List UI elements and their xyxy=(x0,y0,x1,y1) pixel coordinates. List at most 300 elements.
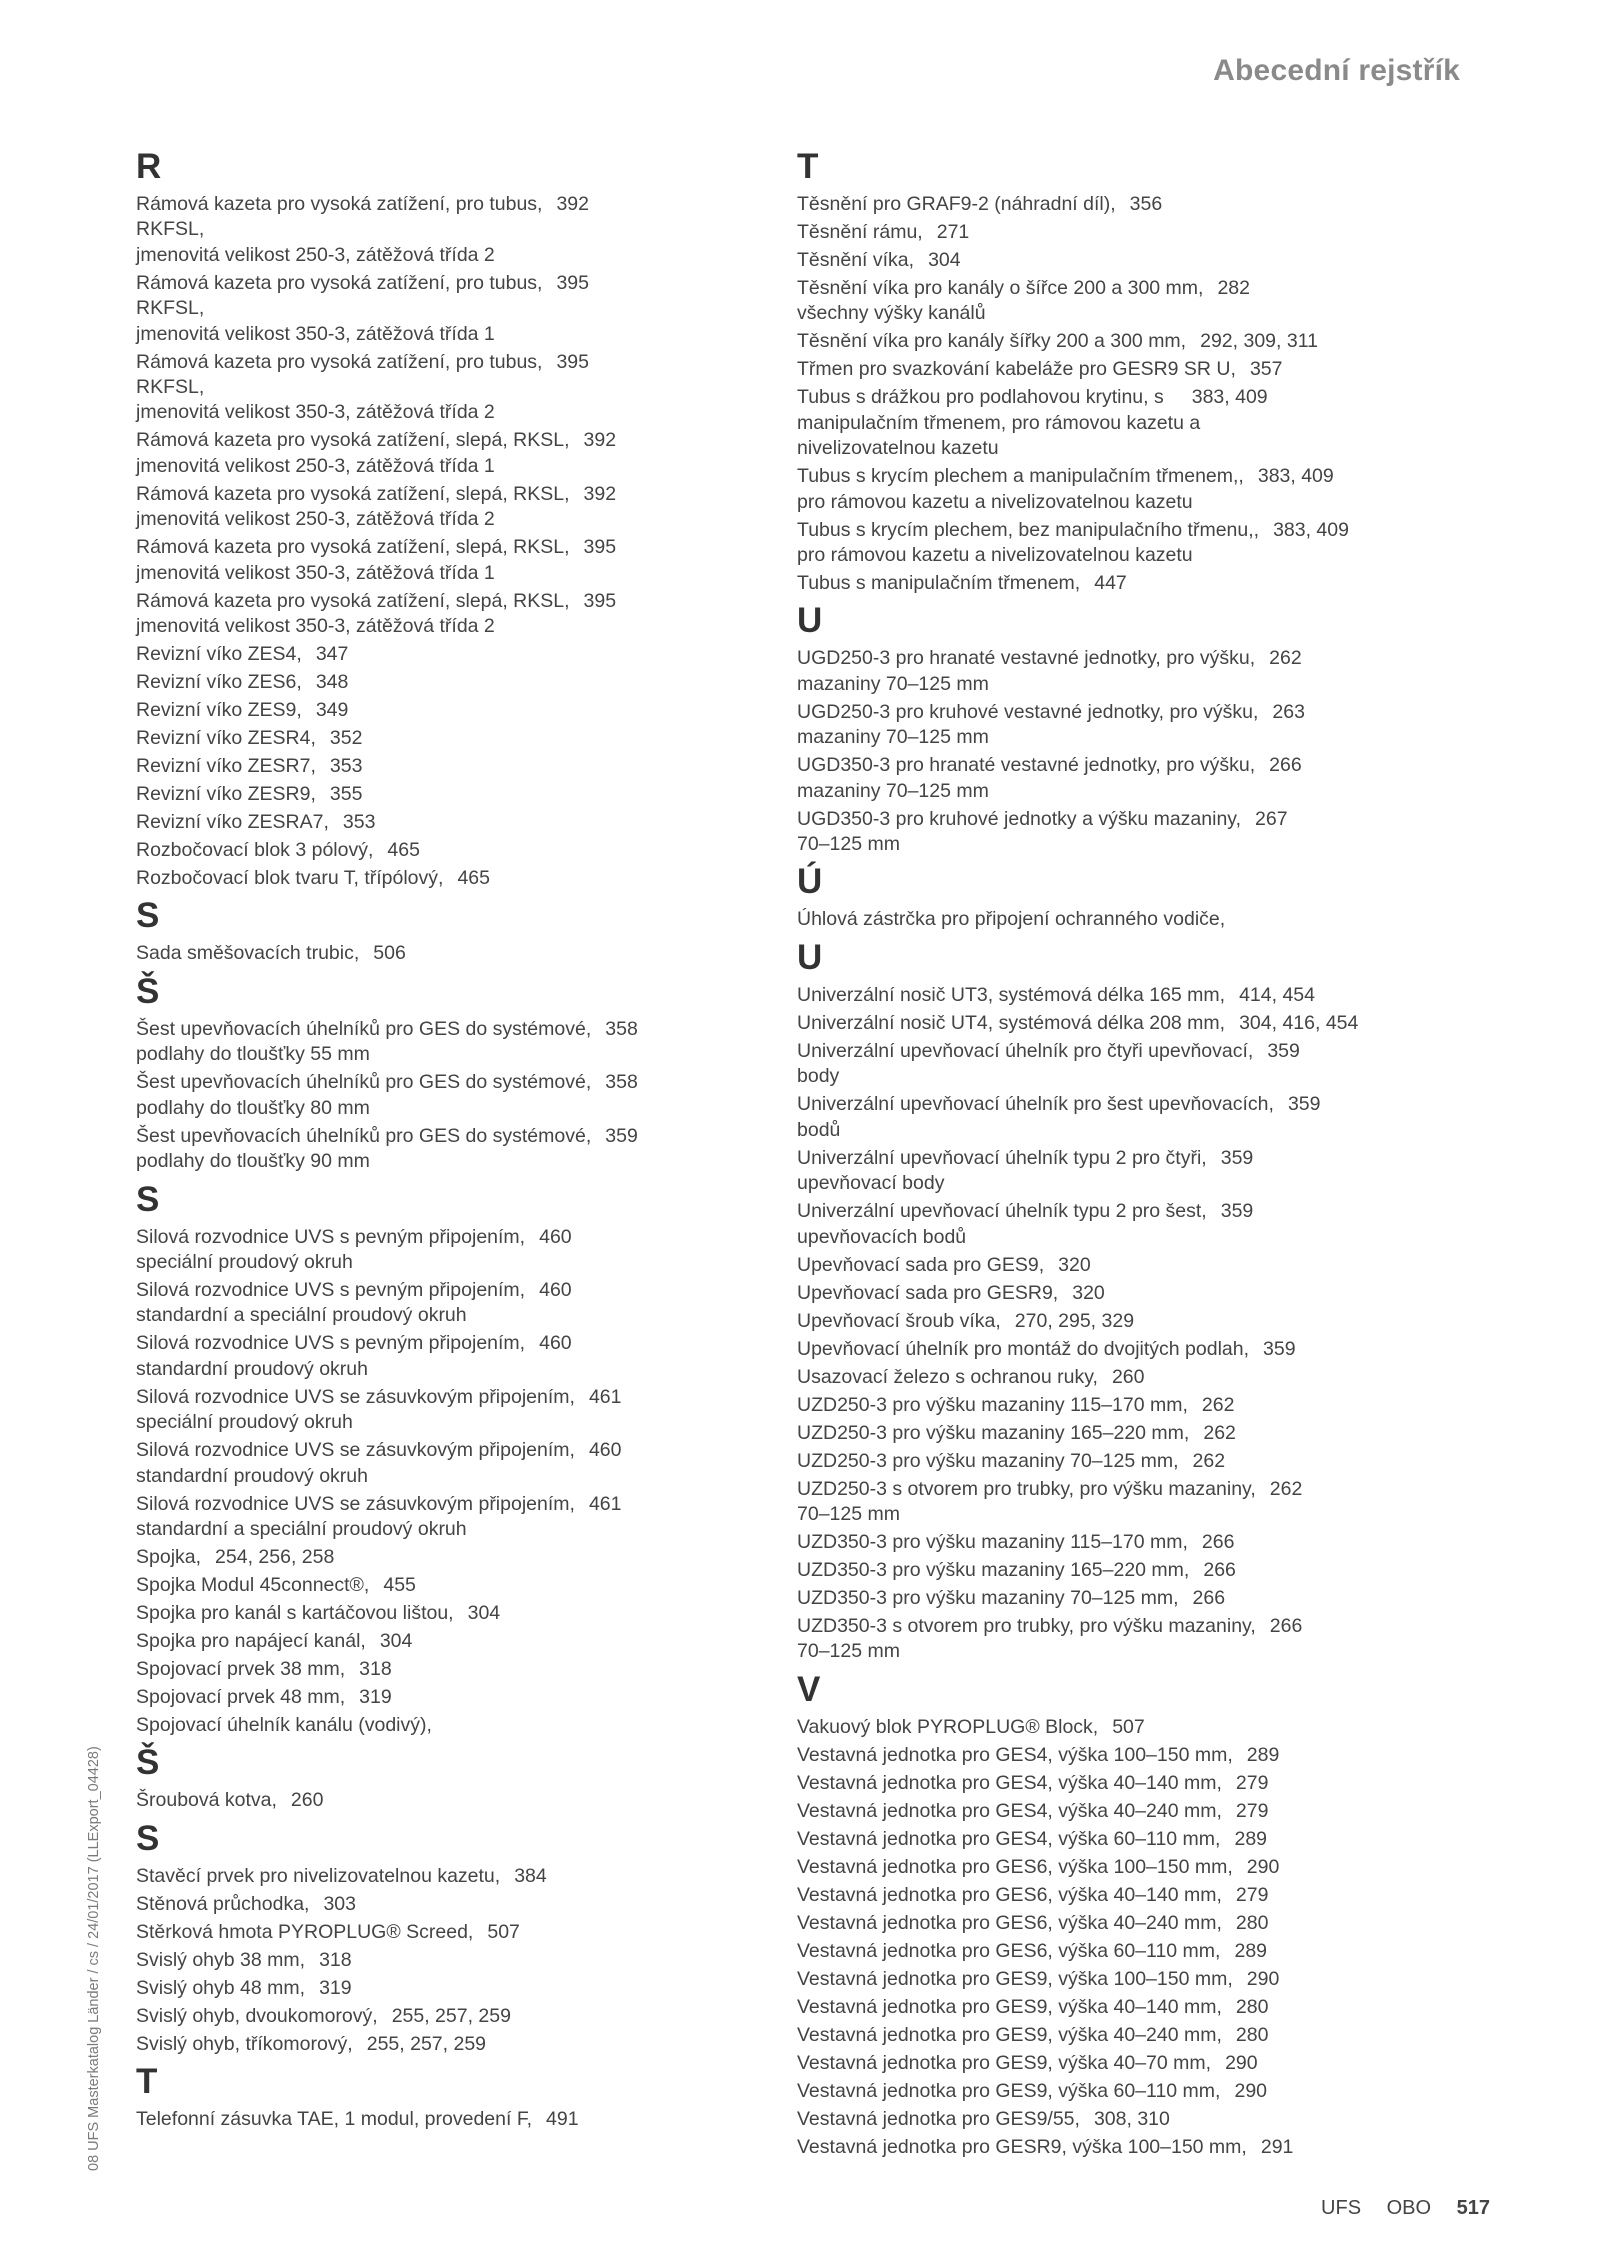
entry-pages: 289 xyxy=(1234,1939,1268,1962)
entry-text: Spojka, xyxy=(136,1545,202,1568)
section-letter: V xyxy=(797,1669,821,1709)
entry-text: Telefonní zásuvka TAE, 1 modul, provedení F, xyxy=(136,2108,532,2131)
entry-continuation: podlahy do tloušťky 80 mm xyxy=(136,1096,370,1119)
entry-text: Revizní víko ZESR9, xyxy=(136,783,316,806)
page-title: Abecední rejstřík xyxy=(1213,54,1460,87)
entry-text: Vestavná jednotka pro GES9, výška 40–140 mm, xyxy=(797,1995,1222,2018)
index-entry xyxy=(136,1017,776,1068)
entry-text: Univerzální nosič UT4, systémová délka 208 mm, xyxy=(797,1011,1226,1034)
page-number: 517 xyxy=(1456,2197,1490,2219)
entry-pages: 271 xyxy=(936,221,970,243)
entry-text: Spojovací prvek 48 mm, xyxy=(136,1685,346,1708)
entry-pages: 319 xyxy=(319,1976,352,1999)
entry-text: Stěrková hmota PYROPLUG® Screed, xyxy=(136,1920,474,1943)
index-entry xyxy=(797,518,1437,569)
entry-pages: 383, 409 xyxy=(1191,386,1268,409)
entry-continuation: standardní a speciální proudový okruh xyxy=(136,1304,467,1327)
index-entry xyxy=(136,1657,776,1682)
entry-text: Revizní víko ZESRA7, xyxy=(136,811,329,834)
entry-text: Silová rozvodnice UVS s pevným připojením, xyxy=(136,1332,526,1355)
entry-text: Šest upevňovacích úhelníků pro GES do systémové, xyxy=(136,1017,592,1040)
index-section xyxy=(797,939,1437,1665)
index-entry xyxy=(797,385,1437,461)
entry-pages: 270, 295, 329 xyxy=(1014,1309,1135,1332)
entry-text: Tubus s manipulačním třmenem, xyxy=(797,572,1081,595)
entry-text: Rámová kazeta pro vysoká zatížení, slepá, RKSL, xyxy=(136,589,570,612)
entry-pages: 280 xyxy=(1235,2023,1269,2046)
entry-text: Spojka pro napájecí kanál, xyxy=(136,1629,366,1652)
entry-continuation: manipulačním třmenem, pro rámovou kazetu a nivelizovatelnou kazetu xyxy=(797,411,1201,460)
entry-text: Usazovací železo s ochranou ruky, xyxy=(797,1365,1098,1388)
entry-text: Rámová kazeta pro vysoká zatížení, slepá, RKSL, xyxy=(136,536,570,559)
index-section xyxy=(136,1181,776,1739)
entry-pages: 262 xyxy=(1203,1421,1236,1444)
entry-continuation: speciální proudový okruh xyxy=(136,1411,353,1434)
entry-pages: 304 xyxy=(467,1601,501,1624)
entry-pages: 356 xyxy=(1129,193,1163,215)
index-section xyxy=(797,863,1437,932)
index-entry xyxy=(797,192,1437,217)
index-entry xyxy=(136,726,776,751)
index-entry xyxy=(797,276,1437,327)
index-entry xyxy=(797,2023,1437,2048)
index-entry xyxy=(136,1573,776,1598)
entry-pages: 262 xyxy=(1269,647,1302,670)
entry-continuation: pro rámovou kazetu a nivelizovatelnou kazetu xyxy=(797,490,1193,513)
index-entry xyxy=(797,571,1437,596)
entry-pages: 395 xyxy=(583,536,617,559)
index-section xyxy=(136,973,776,1175)
section-letter: S xyxy=(136,896,160,936)
entry-continuation: mazaniny 70–125 mm xyxy=(797,726,989,749)
entry-pages: 308, 310 xyxy=(1093,2107,1170,2130)
index-entry xyxy=(797,248,1437,273)
entry-continuation: upevňovací body xyxy=(797,1172,945,1195)
entry-text: Rámová kazeta pro vysoká zatížení, pro tubus, xyxy=(136,193,543,215)
entry-pages: 318 xyxy=(319,1948,352,1971)
entry-pages: 279 xyxy=(1235,1883,1269,1906)
entry-continuation: bodů xyxy=(797,1118,841,1141)
entry-pages: 266 xyxy=(1192,1586,1226,1609)
entry-pages: 358 xyxy=(605,1017,638,1040)
index-entry xyxy=(136,535,776,586)
entry-text: Sada směšovacích trubic, xyxy=(136,942,360,965)
entry-pages: 304, 416, 454 xyxy=(1239,1011,1359,1034)
entry-text: Rámová kazeta pro vysoká zatížení, slepá, RKSL, xyxy=(136,482,570,505)
index-entry xyxy=(136,1124,776,1175)
index-entry xyxy=(136,271,776,347)
entry-pages: 460 xyxy=(539,1225,572,1248)
entry-text: Rámová kazeta pro vysoká zatížení, slepá, RKSL, xyxy=(136,429,570,452)
index-entry xyxy=(136,670,776,695)
entry-text: Vakuový blok PYROPLUG® Block, xyxy=(797,1715,1099,1738)
entry-text: Těsnění pro GRAF9-2 (náhradní díl), xyxy=(797,193,1116,215)
index-entry xyxy=(136,1601,776,1626)
entry-text: Univerzální upevňovací úhelník pro šest upevňovacích, xyxy=(797,1093,1274,1116)
entry-continuation: RKFSL, jmenovitá velikost 350-3, zátěžová třída 1 xyxy=(136,297,495,345)
entry-text: Revizní víko ZES4, xyxy=(136,643,302,666)
entry-pages: 507 xyxy=(1112,1715,1145,1738)
entry-text: Šest upevňovacích úhelníků pro GES do systémové, xyxy=(136,1124,592,1147)
index-entry xyxy=(136,941,776,966)
entry-text: Revizní víko ZESR4, xyxy=(136,727,316,750)
index-section xyxy=(136,1744,776,1813)
entry-continuation: mazaniny 70–125 mm xyxy=(797,779,989,802)
entry-text: Těsnění víka, xyxy=(797,249,915,271)
index-entry xyxy=(797,1715,1437,1740)
index-entry xyxy=(136,1920,776,1945)
entry-text: Vestavná jednotka pro GESR9, výška 100–150 mm, xyxy=(797,2135,1247,2158)
entry-text: Šroubová kotva, xyxy=(136,1789,277,1812)
entry-continuation: podlahy do tloušťky 55 mm xyxy=(136,1043,370,1066)
index-entry xyxy=(797,1530,1437,1555)
entry-pages: 392 xyxy=(556,193,589,215)
index-entry xyxy=(136,1070,776,1121)
entry-text: Vestavná jednotka pro GES9, výška 100–150 mm, xyxy=(797,1967,1233,1990)
entry-pages: 266 xyxy=(1269,754,1302,777)
index-entry xyxy=(797,1614,1437,1665)
entry-text: Tubus s krycím plechem, bez manipulačního třmenu,, xyxy=(797,518,1260,541)
entry-text: Těsnění víka pro kanály šířky 200 a 300 mm, xyxy=(797,330,1187,353)
index-entry xyxy=(797,1911,1437,1936)
section-letter: T xyxy=(136,2062,158,2102)
index-entry xyxy=(797,2135,1437,2160)
entry-text: Vestavná jednotka pro GES6, výška 40–140 mm, xyxy=(797,1883,1222,1906)
entry-text: Spojovací úhelník kanálu (vodivý), xyxy=(136,1713,432,1736)
entry-continuation: standardní proudový okruh xyxy=(136,1357,368,1380)
index-entry xyxy=(136,782,776,807)
index-entry xyxy=(136,1892,776,1917)
entry-text: Vestavná jednotka pro GES9, výška 40–240 mm, xyxy=(797,2023,1222,2046)
entry-text: Spojovací prvek 38 mm, xyxy=(136,1657,346,1680)
entry-pages: 349 xyxy=(315,699,349,722)
index-entry xyxy=(797,2107,1437,2132)
entry-pages: 506 xyxy=(373,942,406,965)
index-entry xyxy=(797,1309,1437,1334)
entry-pages: 289 xyxy=(1246,1743,1280,1766)
entry-pages: 319 xyxy=(359,1685,392,1708)
entry-text: Těsnění víka pro kanály o šířce 200 a 300 mm, xyxy=(797,277,1204,299)
index-entry xyxy=(797,2051,1437,2076)
index-column-left xyxy=(136,148,776,2135)
entry-continuation: RKFSL, jmenovitá velikost 350-3, zátěžová třída 2 xyxy=(136,376,495,424)
index-entry xyxy=(797,1477,1437,1528)
entry-text: Vestavná jednotka pro GES4, výška 60–110 mm, xyxy=(797,1827,1221,1850)
index-entry xyxy=(136,350,776,426)
index-entry xyxy=(136,1788,776,1813)
page-footer xyxy=(1321,2197,1490,2220)
index-entry xyxy=(797,464,1437,515)
section-letter: U xyxy=(797,601,823,641)
section-letter: S xyxy=(136,1818,160,1858)
index-section xyxy=(136,148,776,891)
index-entry xyxy=(797,1393,1437,1418)
entry-pages: 460 xyxy=(588,1439,622,1462)
index-entry xyxy=(136,1864,776,1889)
index-entry xyxy=(136,1713,776,1738)
entry-text: UGD350-3 pro kruhové jednotky a výšku mazaniny, xyxy=(797,807,1242,830)
entry-pages: 303 xyxy=(323,1892,356,1915)
entry-continuation: standardní proudový okruh xyxy=(136,1464,368,1487)
entry-continuation: 70–125 mm xyxy=(797,1502,900,1525)
entry-text: UZD250-3 pro výšku mazaniny 165–220 mm, xyxy=(797,1421,1190,1444)
catalog-side-note: 08 UFS Masterkatalog Länder / cs / 24/01/2017 (LLExport_04428) xyxy=(86,1746,102,2171)
entry-text: Vestavná jednotka pro GES4, výška 40–140 mm, xyxy=(797,1771,1222,1794)
entry-text: UZD350-3 s otvorem pro trubky, pro výšku mazaniny, xyxy=(797,1614,1256,1637)
entry-pages: 353 xyxy=(329,755,363,778)
entry-text: Svislý ohyb, tříkomorový, xyxy=(136,2032,353,2055)
entry-pages: 279 xyxy=(1235,1771,1269,1794)
entry-continuation: mazaniny 70–125 mm xyxy=(797,672,989,695)
entry-text: Silová rozvodnice UVS se zásuvkovým připojením, xyxy=(136,1439,575,1462)
entry-pages: 282 xyxy=(1217,277,1250,299)
index-entry xyxy=(136,1225,776,1276)
entry-pages: 357 xyxy=(1249,358,1283,381)
entry-text: UGD350-3 pro hranaté vestavné jednotky, pro výšku, xyxy=(797,754,1256,777)
entry-text: Vestavná jednotka pro GES9, výška 60–110 mm, xyxy=(797,2079,1221,2102)
index-column-right xyxy=(797,148,1437,2163)
entry-continuation: jmenovitá velikost 350-3, zátěžová třída 2 xyxy=(136,615,495,638)
entry-text: Silová rozvodnice UVS se zásuvkovým připojením, xyxy=(136,1385,575,1408)
section-letter: U xyxy=(797,937,823,977)
entry-text: Rámová kazeta pro vysoká zatížení, pro tubus, xyxy=(136,271,543,294)
entry-text: Vestavná jednotka pro GES6, výška 40–240 mm, xyxy=(797,1911,1222,1934)
entry-text: UGD250-3 pro kruhové vestavné jednotky, pro výšku, xyxy=(797,700,1259,723)
entry-pages: 320 xyxy=(1072,1281,1105,1304)
entry-pages: 291 xyxy=(1260,2135,1294,2158)
entry-text: Upevňovací šroub víka, xyxy=(797,1309,1001,1332)
entry-text: Stěnová průchodka, xyxy=(136,1892,310,1915)
entry-text: Univerzální upevňovací úhelník typu 2 pro šest, xyxy=(797,1200,1207,1223)
index-entry xyxy=(797,1967,1437,1992)
entry-pages: 352 xyxy=(329,727,363,750)
entry-text: Revizní víko ZES9, xyxy=(136,699,302,722)
entry-text: Tubus s krycím plechem a manipulačním třmenem,, xyxy=(797,465,1244,488)
index-entry xyxy=(797,1421,1437,1446)
entry-text: Svislý ohyb 38 mm, xyxy=(136,1948,306,1971)
entry-text: Třmen pro svazkování kabeláže pro GESR9 SR U, xyxy=(797,358,1236,381)
index-entry xyxy=(797,1883,1437,1908)
entry-pages: 461 xyxy=(588,1385,622,1408)
entry-text: Vestavná jednotka pro GES4, výška 100–150 mm, xyxy=(797,1743,1233,1766)
index-entry xyxy=(797,1281,1437,1306)
entry-pages: 304 xyxy=(379,1629,413,1652)
index-entry xyxy=(797,1146,1437,1197)
entry-pages: 447 xyxy=(1094,572,1127,595)
index-entry xyxy=(136,810,776,835)
index-section xyxy=(797,1671,1437,2160)
entry-text: UZD250-3 pro výšku mazaniny 115–170 mm, xyxy=(797,1393,1188,1416)
entry-pages: 358 xyxy=(605,1071,638,1094)
entry-continuation: body xyxy=(797,1065,840,1088)
entry-continuation: jmenovitá velikost 350-3, zátěžová třída 1 xyxy=(136,561,495,584)
entry-text: Univerzální upevňovací úhelník pro čtyři upevňovací, xyxy=(797,1039,1254,1062)
entry-text: Stavěcí prvek pro nivelizovatelnou kazetu, xyxy=(136,1864,501,1887)
entry-pages: 348 xyxy=(315,671,349,694)
entry-pages: 290 xyxy=(1225,2051,1258,2074)
index-entry xyxy=(136,838,776,863)
index-section xyxy=(797,148,1437,596)
index-entry xyxy=(136,1438,776,1489)
entry-text: UZD350-3 pro výšku mazaniny 115–170 mm, xyxy=(797,1530,1188,1553)
index-entry xyxy=(797,1199,1437,1250)
index-entry xyxy=(136,2032,776,2057)
entry-pages: 392 xyxy=(583,482,617,505)
entry-pages: 455 xyxy=(383,1573,416,1596)
index-entry xyxy=(797,1039,1437,1090)
index-entry xyxy=(797,1939,1437,1964)
index-entry xyxy=(797,1253,1437,1278)
entry-pages: 304 xyxy=(928,249,961,271)
entry-pages: 414, 454 xyxy=(1239,983,1315,1006)
entry-pages: 266 xyxy=(1203,1558,1236,1581)
entry-text: Tubus s drážkou pro podlahovou krytinu, s xyxy=(797,386,1164,409)
index-entry xyxy=(797,1995,1437,2020)
index-entry xyxy=(136,1278,776,1329)
entry-pages: 320 xyxy=(1058,1253,1091,1276)
entry-text: Svislý ohyb, dvoukomorový, xyxy=(136,2004,378,2027)
entry-continuation: standardní a speciální proudový okruh xyxy=(136,1517,467,1540)
entry-continuation: pro rámovou kazetu a nivelizovatelnou kazetu xyxy=(797,544,1193,567)
index-entry xyxy=(797,1827,1437,1852)
entry-pages: 290 xyxy=(1246,1967,1280,1990)
index-entry xyxy=(136,2107,776,2132)
entry-pages: 254, 256, 258 xyxy=(215,1545,335,1568)
entry-pages: 461 xyxy=(588,1492,622,1515)
entry-text: Rámová kazeta pro vysoká zatížení, pro tubus, xyxy=(136,350,543,373)
index-entry xyxy=(136,866,776,891)
section-letter: R xyxy=(136,147,162,186)
entry-text: Rozbočovací blok tvaru T, třípólový, xyxy=(136,867,444,890)
index-entry xyxy=(797,1337,1437,1362)
entry-pages: 347 xyxy=(315,643,349,666)
index-entry xyxy=(797,1558,1437,1583)
entry-text: UZD250-3 s otvorem pro trubky, pro výšku mazaniny, xyxy=(797,1477,1256,1500)
entry-pages: 262 xyxy=(1192,1449,1226,1472)
index-entry xyxy=(136,698,776,723)
entry-text: UGD250-3 pro hranaté vestavné jednotky, pro výšku, xyxy=(797,647,1256,670)
index-entry xyxy=(136,1545,776,1570)
entry-pages: 491 xyxy=(546,2108,579,2131)
entry-pages: 260 xyxy=(1111,1365,1145,1388)
entry-text: Upevňovací sada pro GESR9, xyxy=(797,1281,1059,1304)
entry-text: Spojka Modul 45connect®, xyxy=(136,1573,370,1596)
index-entry xyxy=(797,1092,1437,1143)
index-entry xyxy=(136,589,776,640)
section-letter: Š xyxy=(136,971,160,1011)
entry-pages: 255, 257, 259 xyxy=(391,2004,511,2027)
index-section xyxy=(136,897,776,966)
entry-pages: 262 xyxy=(1269,1477,1303,1500)
entry-pages: 359 xyxy=(1287,1093,1321,1116)
section-letter: Š xyxy=(136,1743,160,1783)
entry-continuation: RKFSL, jmenovitá velikost 250-3, zátěžová třída 2 xyxy=(136,218,495,266)
entry-continuation: jmenovitá velikost 250-3, zátěžová třída 2 xyxy=(136,508,495,531)
entry-pages: 395 xyxy=(583,589,617,612)
entry-pages: 262 xyxy=(1201,1393,1235,1416)
index-entry xyxy=(136,1976,776,2001)
section-letter: T xyxy=(797,147,819,186)
index-entry xyxy=(136,428,776,479)
entry-continuation: 70–125 mm xyxy=(797,1640,900,1663)
index-entry xyxy=(797,907,1437,932)
entry-text: Silová rozvodnice UVS se zásuvkovým připojením, xyxy=(136,1492,575,1515)
entry-continuation: speciální proudový okruh xyxy=(136,1250,353,1273)
entry-pages: 260 xyxy=(290,1789,324,1812)
entry-pages: 359 xyxy=(1220,1146,1254,1169)
index-entry xyxy=(797,1771,1437,1796)
index-entry xyxy=(136,1492,776,1543)
footer-brand-obo: OBO xyxy=(1386,2197,1432,2219)
index-entry xyxy=(797,1365,1437,1390)
entry-continuation: všechny výšky kanálů xyxy=(797,302,986,325)
entry-pages: 359 xyxy=(1267,1039,1300,1062)
entry-continuation: jmenovitá velikost 250-3, zátěžová třída 1 xyxy=(136,454,495,477)
entry-pages: 359 xyxy=(1220,1200,1254,1223)
entry-text: Revizní víko ZESR7, xyxy=(136,755,316,778)
index-entry xyxy=(797,646,1437,697)
entry-pages: 263 xyxy=(1272,700,1305,723)
entry-text: Vestavná jednotka pro GES4, výška 40–240 mm, xyxy=(797,1799,1222,1822)
entry-text: Vestavná jednotka pro GES9/55, xyxy=(797,2107,1080,2130)
section-letter: Ú xyxy=(797,862,823,902)
entry-text: Univerzální nosič UT3, systémová délka 165 mm, xyxy=(797,983,1226,1006)
entry-pages: 359 xyxy=(605,1124,638,1147)
entry-pages: 290 xyxy=(1234,2079,1268,2102)
entry-pages: 280 xyxy=(1235,1995,1269,2018)
index-section xyxy=(136,2063,776,2132)
entry-pages: 395 xyxy=(556,271,589,294)
index-entry xyxy=(136,2004,776,2029)
entry-pages: 460 xyxy=(539,1332,572,1355)
entry-pages: 392 xyxy=(583,429,617,452)
index-entry xyxy=(797,1743,1437,1768)
index-entry xyxy=(797,220,1437,245)
entry-text: Revizní víko ZES6, xyxy=(136,671,302,694)
entry-text: Svislý ohyb 48 mm, xyxy=(136,1976,306,1999)
entry-pages: 384 xyxy=(514,1864,547,1887)
entry-text: Spojka pro kanál s kartáčovou lištou, xyxy=(136,1601,454,1624)
index-entry xyxy=(136,192,776,268)
entry-pages: 255, 257, 259 xyxy=(366,2032,487,2055)
entry-text: Rozbočovací blok 3 pólový, xyxy=(136,839,374,862)
entry-text: Vestavná jednotka pro GES6, výška 100–150 mm, xyxy=(797,1855,1233,1878)
entry-pages: 465 xyxy=(457,867,490,890)
index-entry xyxy=(797,1586,1437,1611)
index-entry xyxy=(136,482,776,533)
index-entry xyxy=(136,642,776,667)
index-entry xyxy=(797,1011,1437,1036)
entry-text: Vestavná jednotka pro GES6, výška 60–110 mm, xyxy=(797,1939,1221,1962)
entry-text: UZD350-3 pro výšku mazaniny 70–125 mm, xyxy=(797,1586,1179,1609)
entry-pages: 279 xyxy=(1235,1799,1269,1822)
entry-pages: 289 xyxy=(1234,1827,1268,1850)
entry-text: Silová rozvodnice UVS s pevným připojením, xyxy=(136,1225,526,1248)
entry-pages: 507 xyxy=(487,1920,520,1943)
entry-text: UZD350-3 pro výšku mazaniny 165–220 mm, xyxy=(797,1558,1190,1581)
entry-pages: 460 xyxy=(539,1278,572,1301)
entry-text: Upevňovací úhelník pro montáž do dvojitých podlah, xyxy=(797,1337,1250,1360)
index-entry xyxy=(136,1385,776,1436)
entry-text: Silová rozvodnice UVS s pevným připojením, xyxy=(136,1278,526,1301)
index-entry xyxy=(797,357,1437,382)
index-entry xyxy=(797,1449,1437,1474)
entry-text: UZD250-3 pro výšku mazaniny 70–125 mm, xyxy=(797,1449,1179,1472)
index-entry xyxy=(797,1799,1437,1824)
index-section xyxy=(136,1820,776,2057)
entry-continuation: podlahy do tloušťky 90 mm xyxy=(136,1150,370,1173)
entry-pages: 395 xyxy=(556,350,589,373)
